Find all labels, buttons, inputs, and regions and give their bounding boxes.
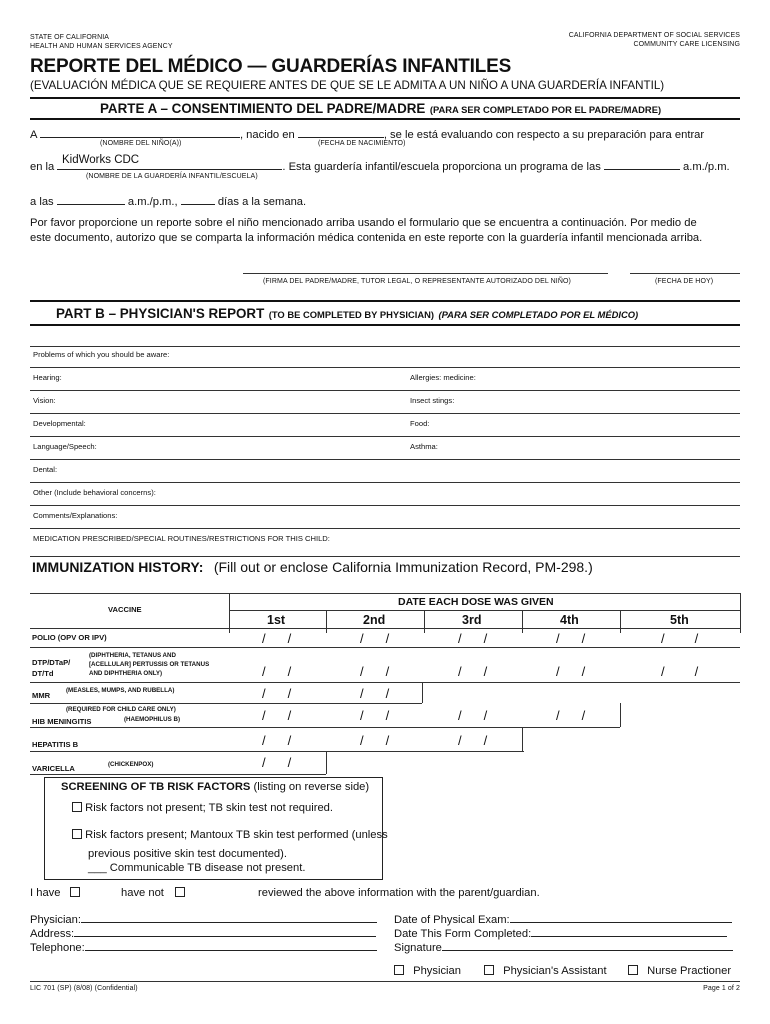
- form-id: LIC 701 (SP) (8/08) (Confidential): [30, 985, 138, 992]
- tb-option-1-label: Risk factors not present; TB skin test not required.: [85, 802, 334, 814]
- imm-row-rule-5: [30, 751, 524, 752]
- consent-program-text: . Esta guardería infantil/escuela proporciona un programa de las: [282, 161, 601, 173]
- consent-days-text: días a la semana.: [217, 196, 307, 208]
- dose-3-header: 3rd: [462, 613, 482, 627]
- tb-heading: [61, 781, 369, 793]
- hepb-end: [522, 727, 523, 751]
- form-title: REPORTE DEL MÉDICO — GUARDERÍAS INFANTILES: [30, 56, 512, 77]
- imm-row-rule-4: [30, 727, 620, 728]
- tb-option-3[interactable]: ___ Communicable TB disease not present.: [88, 862, 306, 874]
- vision-rule: [30, 390, 740, 391]
- part-b-heading-text: PART B – PHYSICIAN'S REPORT: [56, 306, 265, 321]
- polio-dose-3[interactable]: / /: [458, 631, 488, 646]
- allergies-medicine-label: Allergies: medicine:: [410, 373, 476, 382]
- exam-date-field: [394, 913, 732, 926]
- part-b-end-rule: [30, 556, 740, 557]
- physician-input-line[interactable]: [81, 913, 377, 923]
- tb-heading-note: (listing on reverse side): [253, 781, 370, 793]
- imm-col-4: [620, 610, 621, 633]
- dtp-dose-5[interactable]: / /: [661, 664, 699, 679]
- imm-top-rule: [30, 593, 740, 594]
- part-b-heading-note-es: (PARA SER COMPLETADO POR EL MÉDICO): [438, 309, 639, 320]
- hib-note-1: (REQUIRED FOR CHILD CARE ONLY): [66, 706, 176, 713]
- polio-dose-5[interactable]: / /: [661, 631, 699, 646]
- role-physician: [394, 965, 461, 977]
- developmental-rule: [30, 413, 740, 414]
- completed-date-label: Date This Form Completed:: [394, 928, 532, 940]
- role-nurse-checkbox[interactable]: [628, 965, 638, 975]
- birth-date-caption: (FECHA DE NACIMIENTO): [318, 140, 406, 147]
- agency-line-1: STATE OF CALIFORNIA: [30, 34, 110, 41]
- have-not-reviewed-checkbox[interactable]: [175, 887, 185, 897]
- part-a-bottom-rule: [30, 118, 740, 120]
- parent-signature-line[interactable]: [243, 273, 608, 274]
- immunization-heading-note: (Fill out or enclose California Immunization Record, PM-298.): [213, 559, 593, 575]
- vaccine-polio: POLIO (OPV OR IPV): [32, 633, 107, 642]
- language-speech-label: Language/Speech:: [33, 442, 97, 451]
- role-nurse-label: Nurse Practioner: [647, 965, 732, 977]
- imm-row-rule-1: [30, 647, 740, 648]
- child-name-caption: (NOMBRE DEL NIÑO(A)): [100, 140, 182, 147]
- vaccine-hib: HIB MENINGITIS: [32, 717, 92, 726]
- signature-caption: (FIRMA DEL PADRE/MADRE, TUTOR LEGAL, O REPRESENTANTE AUTORIZADO DEL NIÑO): [263, 278, 571, 285]
- hearing-rule: [30, 367, 740, 368]
- medication-label: MEDICATION PRESCRIBED/SPECIAL ROUTINES/RESTRICTIONS FOR THIS CHILD:: [33, 534, 330, 543]
- hib-dose-1[interactable]: / /: [262, 708, 292, 723]
- imm-row-rule-6: [30, 774, 326, 775]
- varicella-note: (CHICKENPOX): [108, 761, 154, 768]
- dtp-dose-3[interactable]: / /: [458, 664, 488, 679]
- part-b-heading: [56, 305, 638, 323]
- birth-date-field[interactable]: [310, 126, 394, 138]
- vaccine-dtp-line-1: DTP/DTaP/: [32, 658, 71, 667]
- hearing-label: Hearing:: [33, 373, 62, 382]
- dental-rule: [30, 459, 740, 460]
- have-reviewed-checkbox[interactable]: [70, 887, 80, 897]
- vaccine-varicella: VARICELLA: [32, 764, 75, 773]
- review-have-not: [121, 887, 185, 899]
- immunization-heading-text: IMMUNIZATION HISTORY:: [32, 559, 204, 575]
- dental-label: Dental:: [33, 465, 58, 474]
- hepb-dose-2[interactable]: / /: [360, 733, 390, 748]
- part-b-heading-note: (TO BE COMPLETED BY PHYSICIAN): [268, 309, 435, 320]
- review-i-have-label: I have: [30, 887, 61, 899]
- completed-date-field: [394, 927, 727, 940]
- part-a-heading-note: (PARA SER COMPLETADO POR EL PADRE/MADRE): [429, 104, 662, 115]
- imm-row-rule-2: [30, 682, 740, 683]
- imm-row-rule-0: [30, 628, 740, 629]
- insect-stings-label: Insect stings:: [410, 396, 455, 405]
- consent-paragraph-1: Por favor proporcione un reporte sobre el niño mencionado arriba usando el formulario que se encuentra a continuación. Por medio de: [30, 217, 697, 229]
- tb-heading-text: SCREENING OF TB RISK FACTORS: [61, 781, 251, 793]
- today-date-line[interactable]: [630, 273, 740, 274]
- mmr-note: (MEASLES, MUMPS, AND RUBELLA): [66, 687, 175, 694]
- signature-label: Signature: [394, 942, 442, 954]
- dtp-dose-2[interactable]: / /: [360, 664, 390, 679]
- dose-1-header: 1st: [267, 613, 286, 627]
- mmr-dose-1[interactable]: / /: [262, 686, 292, 701]
- address-field: [30, 927, 376, 940]
- imm-col-1: [326, 610, 327, 633]
- mmr-end: [422, 682, 423, 703]
- tb-option-2-label: Risk factors present; Mantoux TB skin test performed (unless: [85, 829, 388, 841]
- telephone-input-line[interactable]: [85, 941, 377, 951]
- exam-date-input-line[interactable]: [510, 913, 732, 923]
- hepb-dose-1[interactable]: / /: [262, 733, 292, 748]
- signature-field: [394, 941, 733, 954]
- consent-paragraph-2: este documento, autorizo que se comparta la información médica contenida en este reporte con la guardería infantil mencionada arriba.: [30, 232, 703, 244]
- today-date-caption: (FECHA DE HOY): [655, 278, 714, 285]
- comments-label: Comments/Explanations:: [33, 511, 118, 520]
- vaccine-hepatitis-b: HEPATITIS B: [32, 740, 79, 749]
- footer-rule: [30, 981, 740, 982]
- part-a-heading-text: PARTE A – CONSENTIMIENTO DEL PADRE/MADRE: [100, 101, 426, 116]
- food-label: Food:: [410, 419, 430, 428]
- polio-dose-2[interactable]: / /: [360, 631, 390, 646]
- imm-header-rule: [229, 610, 740, 611]
- department-line-2: COMMUNITY CARE LICENSING: [633, 41, 740, 48]
- consent-eval-text: , se le está evaluando con respecto a su preparación para entrar: [383, 129, 705, 141]
- vision-label: Vision:: [33, 396, 56, 405]
- tb-option-1-checkbox[interactable]: [72, 802, 82, 812]
- tb-option-2[interactable]: [72, 829, 388, 841]
- review-i-have: [30, 887, 80, 899]
- tb-option-1[interactable]: [72, 802, 333, 814]
- dose-4-header: 4th: [560, 613, 579, 627]
- role-assistant-label: Physician's Assistant: [503, 965, 607, 977]
- hib-dose-3[interactable]: / /: [458, 708, 488, 723]
- immunization-heading: [32, 559, 593, 577]
- dose-5-header: 5th: [670, 613, 689, 627]
- varicella-dose-1[interactable]: / /: [262, 755, 292, 770]
- page-number: Page 1 of 2: [703, 985, 740, 992]
- comments-rule: [30, 505, 740, 506]
- imm-row-rule-3: [30, 703, 422, 704]
- exam-date-label: Date of Physical Exam:: [394, 914, 510, 926]
- other-rule: [30, 482, 740, 483]
- review-have-not-label: have not: [121, 887, 164, 899]
- imm-col-2: [424, 610, 425, 633]
- other-label: Other (Include behavioral concerns):: [33, 488, 156, 497]
- role-physician-label: Physician: [413, 965, 461, 977]
- dose-2-header: 2nd: [363, 613, 386, 627]
- consent-line-3: [30, 195, 306, 208]
- mmr-dose-2[interactable]: / /: [360, 686, 390, 701]
- vaccine-dtp-line-2: DT/Td: [32, 669, 54, 678]
- problems-rule: [30, 346, 740, 347]
- asthma-label: Asthma:: [410, 442, 438, 451]
- consent-ampm-1: a.m./p.m.: [683, 161, 730, 173]
- hib-dose-4[interactable]: / /: [556, 708, 586, 723]
- consent-born-text: , nacido en: [239, 129, 295, 141]
- part-a-heading: [100, 100, 661, 118]
- role-nurse: [628, 965, 731, 977]
- hib-note-2: (HAEMOPHILUS B): [124, 716, 181, 723]
- part-b-top-rule: [30, 300, 740, 302]
- vaccine-header: VACCINE: [108, 605, 142, 614]
- imm-vaccine-divider: [229, 593, 230, 633]
- dtp-note-2: [ACELLULAR] PERTUSSIS OR TETANUS: [89, 661, 210, 668]
- date-header: DATE EACH DOSE WAS GIVEN: [398, 596, 554, 608]
- dtp-dose-1[interactable]: / /: [262, 664, 292, 679]
- varicella-end: [326, 751, 327, 774]
- hib-end: [620, 703, 621, 727]
- completed-date-input-line[interactable]: [531, 927, 727, 937]
- role-physician-checkbox[interactable]: [394, 965, 404, 975]
- facility-name-field[interactable]: [62, 154, 282, 166]
- signature-input-line[interactable]: [442, 941, 733, 951]
- developmental-label: Developmental:: [33, 419, 86, 428]
- language-rule: [30, 436, 740, 437]
- department-line-1: CALIFORNIA DEPARTMENT OF SOCIAL SERVICES: [568, 32, 740, 39]
- address-input-line[interactable]: [74, 927, 376, 937]
- role-assistant: [484, 965, 607, 977]
- tb-option-2-continued: previous positive skin test documented).: [88, 848, 287, 860]
- polio-dose-1[interactable]: / /: [262, 631, 292, 646]
- imm-col-3: [522, 610, 523, 633]
- physician-label: Physician:: [30, 914, 81, 926]
- part-b-bottom-rule: [30, 324, 740, 326]
- consent-in-text: en la: [30, 161, 55, 173]
- telephone-label: Telephone:: [30, 942, 85, 954]
- imm-right-edge: [740, 593, 741, 633]
- child-name-field[interactable]: [45, 126, 240, 138]
- medication-rule: [30, 528, 740, 529]
- dtp-note-1: (DIPHTHERIA, TETANUS AND: [89, 652, 176, 659]
- facility-caption: (NOMBRE DE LA GUARDERÍA INFANTIL/ESCUELA): [86, 173, 258, 180]
- form-subtitle: (EVALUACIÓN MÉDICA QUE SE REQUIERE ANTES DE QUE SE LE ADMITA A UN NIÑO A UNA GUARDERÍA INFANTIL): [30, 79, 665, 92]
- part-a-top-rule: [30, 97, 740, 99]
- telephone-field: [30, 941, 377, 954]
- consent-ampm-2: a.m./p.m.,: [127, 196, 178, 208]
- dtp-dose-4[interactable]: / /: [556, 664, 586, 679]
- hepb-dose-3[interactable]: / /: [458, 733, 488, 748]
- consent-at-text: a las: [30, 196, 54, 208]
- agency-line-2: HEALTH AND HUMAN SERVICES AGENCY: [30, 43, 173, 50]
- problems-label: Problems of which you should be aware:: [33, 350, 170, 359]
- polio-dose-4[interactable]: / /: [556, 631, 586, 646]
- vaccine-mmr: MMR: [32, 691, 51, 700]
- hib-dose-2[interactable]: / /: [360, 708, 390, 723]
- tb-option-2-checkbox[interactable]: [72, 829, 82, 839]
- address-label: Address:: [30, 928, 75, 940]
- dtp-note-3: AND DIPHTHERIA ONLY): [89, 670, 163, 677]
- consent-prefix: A: [30, 129, 37, 141]
- role-assistant-checkbox[interactable]: [484, 965, 494, 975]
- physician-field: [30, 913, 377, 926]
- review-statement: reviewed the above information with the parent/guardian.: [258, 887, 540, 899]
